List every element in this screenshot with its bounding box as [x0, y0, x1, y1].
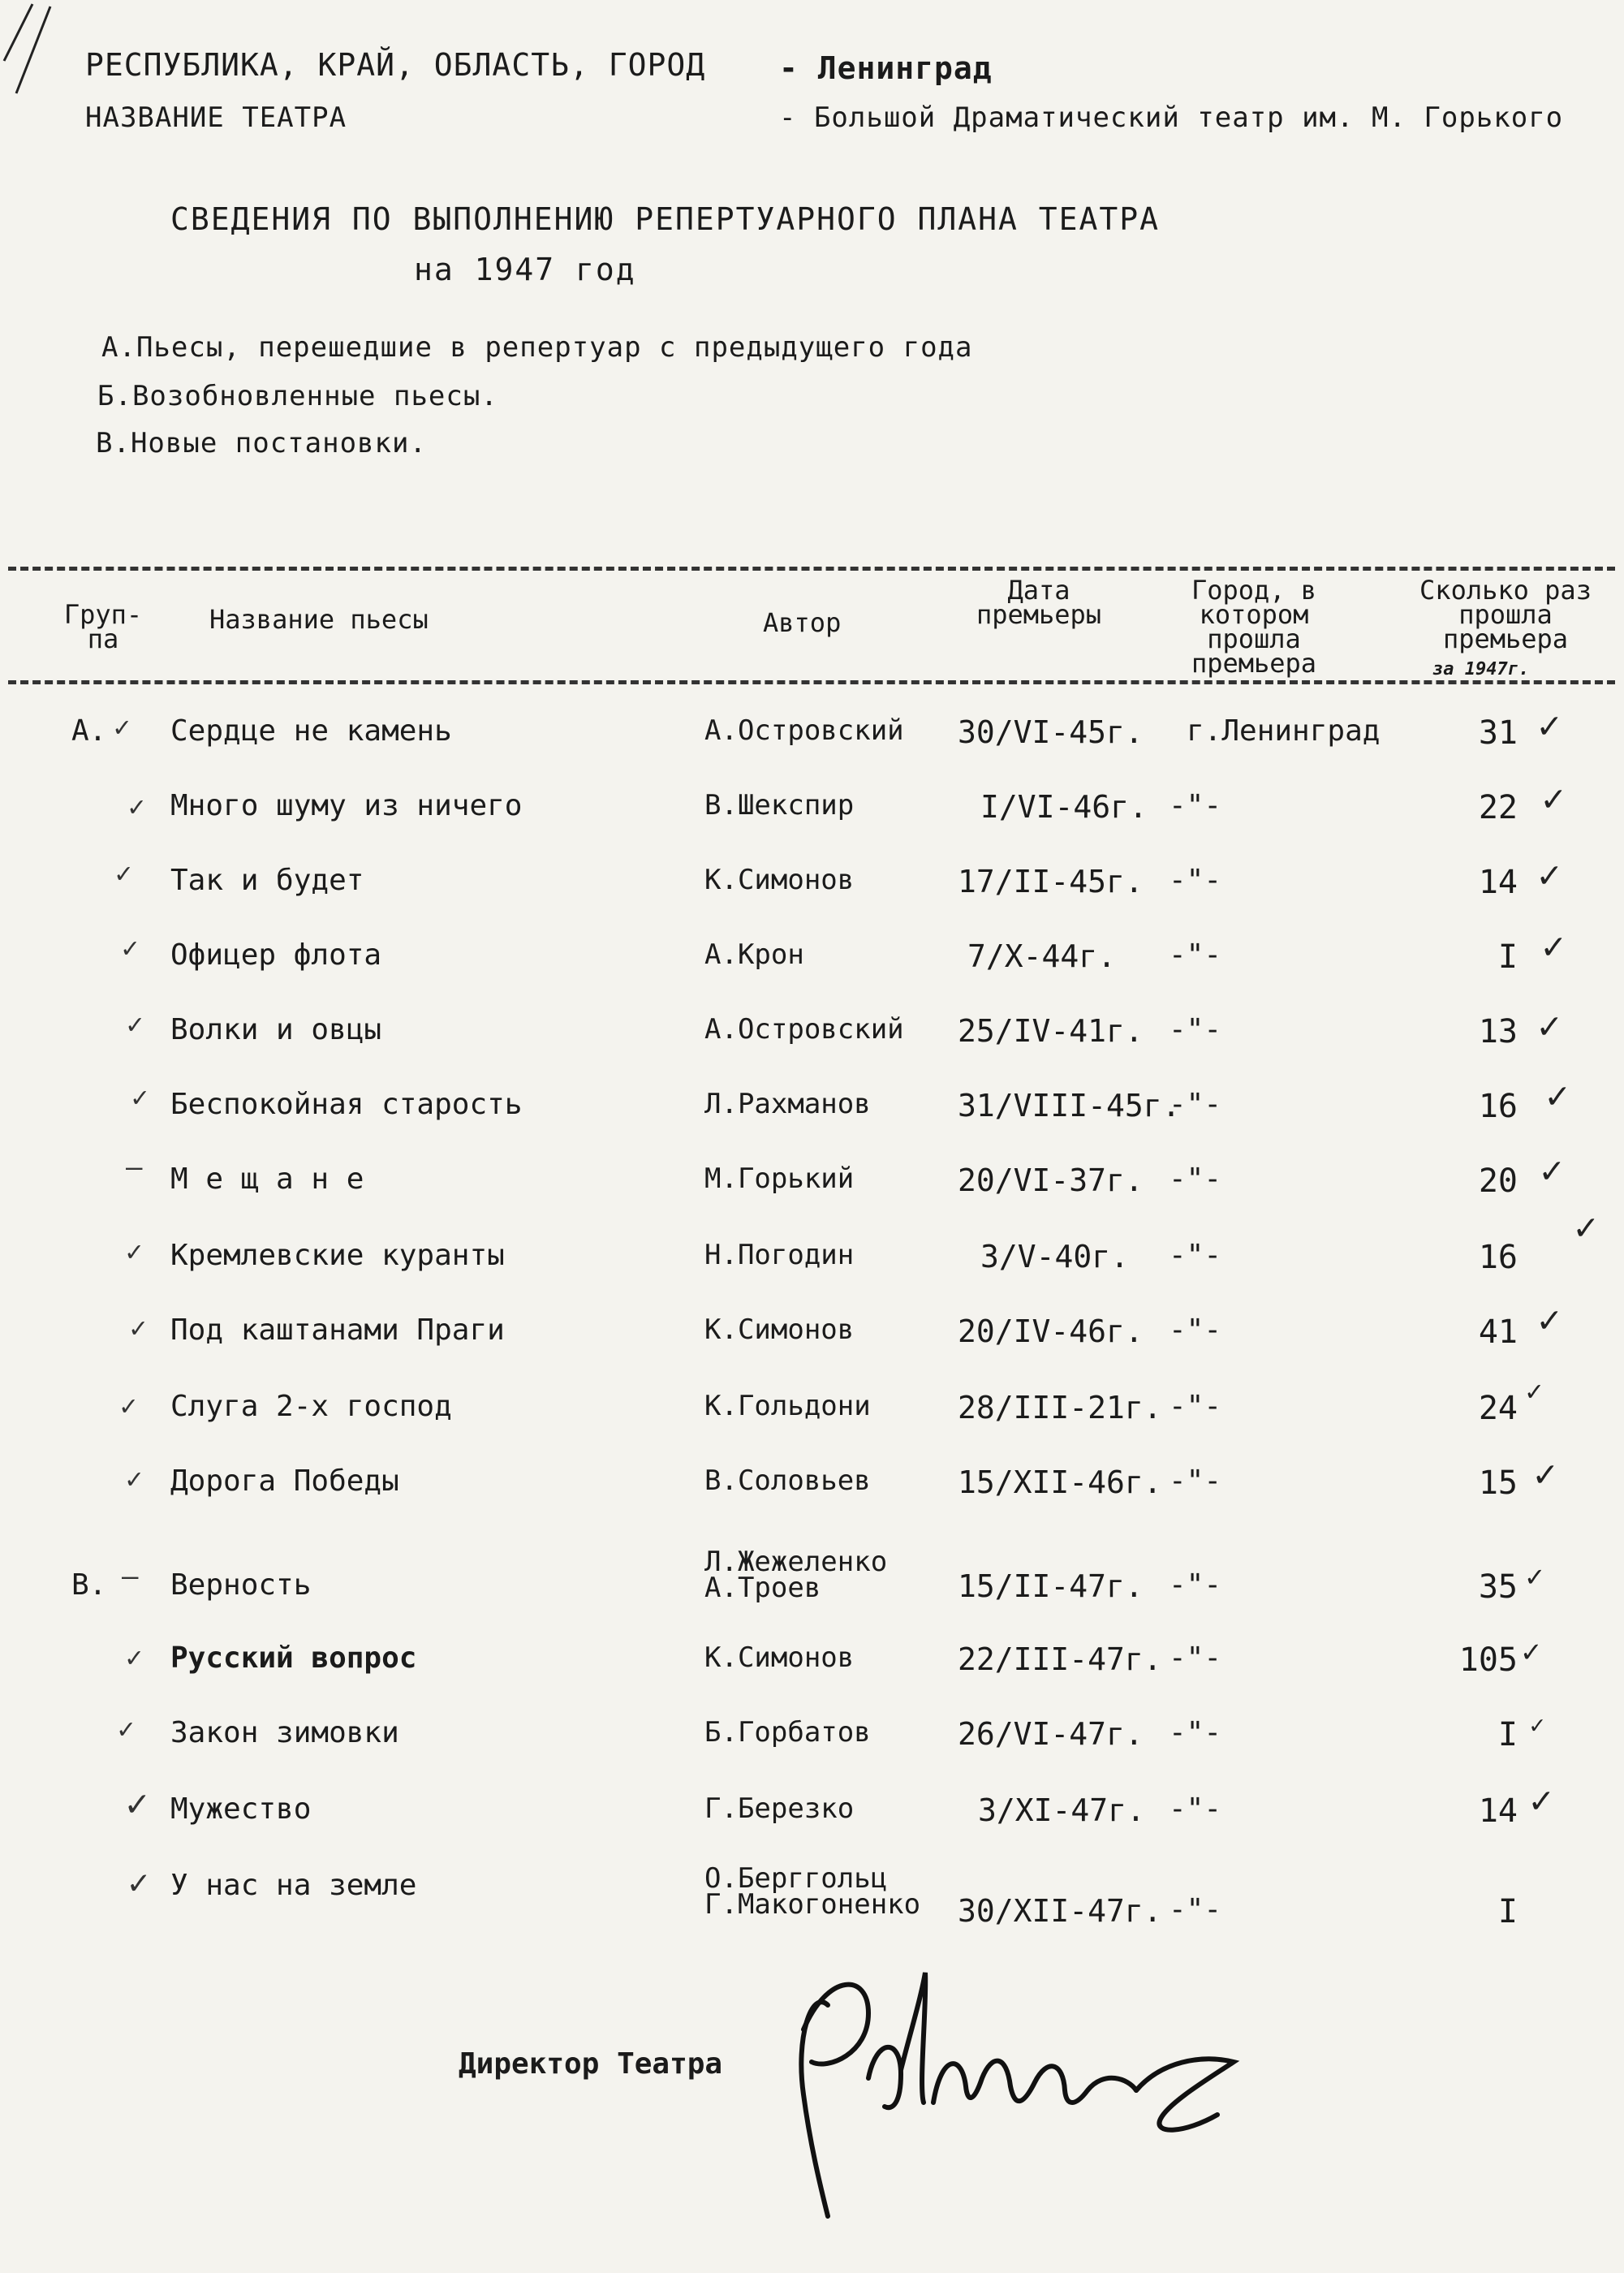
premiere-date: 26/VI-47г. [958, 1716, 1144, 1752]
table-row [0, 1862, 1624, 1942]
check-icon: ✓ [1526, 1560, 1544, 1594]
margin-check-icon: ✓ [126, 1781, 149, 1825]
table-row [0, 1546, 1624, 1641]
performance-count: I [1497, 1716, 1518, 1753]
performance-count: 35 [1478, 1568, 1518, 1606]
check-icon: ✓ [1542, 776, 1565, 820]
director-signature [779, 1940, 1282, 2232]
check-icon: ✓ [1530, 1778, 1553, 1822]
table-row [0, 1451, 1624, 1538]
table-row [0, 1205, 1624, 1312]
premiere-city: -"- [1169, 1239, 1222, 1272]
play-title: Слуга 2-х господ [170, 1390, 452, 1423]
premiere-city: -"- [1169, 1313, 1222, 1347]
play-author: К.Гольдони [704, 1390, 871, 1422]
play-author: В.Шекспир [704, 789, 855, 822]
group-label: А. [71, 714, 107, 748]
margin-check-icon: ✓ [130, 1312, 147, 1344]
play-title: Офицер флота [170, 938, 382, 972]
column-premiere-date: Дата премьеры [976, 575, 1102, 630]
play-author: Л.Рахманов [704, 1088, 871, 1120]
check-icon: ✓ [1546, 1073, 1569, 1117]
margin-check-icon: ✓ [120, 1390, 137, 1422]
performance-count: 24 [1478, 1390, 1518, 1427]
table-row [0, 924, 1624, 1011]
table-row [0, 703, 1624, 787]
margin-dash-mark: — [126, 1151, 143, 1184]
play-author: Г.Березко [704, 1792, 855, 1825]
check-icon: ✓ [1538, 1297, 1561, 1341]
group-label: В. [71, 1568, 107, 1602]
check-icon: ✓ [1574, 1205, 1597, 1249]
margin-check-icon: ✓ [131, 1081, 149, 1114]
play-author: Н.Погодин [704, 1239, 855, 1271]
premiere-date: 20/VI-37г. [958, 1162, 1144, 1198]
check-icon: ✓ [1542, 924, 1565, 968]
document-title: СВЕДЕНИЯ ПО ВЫПОЛНЕНИЮ РЕПЕРТУАРНОГО ПЛАНА ТЕАТРА [170, 201, 1161, 237]
column-author: Автор [763, 607, 842, 638]
performance-count: I [1497, 938, 1518, 976]
table-row [0, 852, 1624, 937]
play-title: Под каштанами Праги [170, 1313, 505, 1347]
margin-check-icon: ✓ [126, 1236, 143, 1268]
premiere-city: -"- [1169, 1390, 1222, 1423]
corner-pen-strokes [0, 0, 73, 106]
performance-count: 20 [1478, 1162, 1518, 1200]
premiere-date: 3/XI-47г. [978, 1792, 1145, 1828]
premiere-city: -"- [1169, 1893, 1222, 1926]
table-row [0, 1778, 1624, 1865]
check-icon: ✓ [1522, 1633, 1540, 1669]
table-row [0, 1003, 1624, 1086]
performance-count: 16 [1478, 1088, 1518, 1125]
play-author: А.Островский [704, 1013, 904, 1046]
play-author: А.Крон [704, 938, 804, 971]
check-icon: ✓ [1538, 1003, 1561, 1047]
premiere-date: 7/X-44г. [967, 938, 1117, 974]
premiere-date: 15/II-47г. [958, 1568, 1144, 1604]
play-title: Сердце не камень [170, 714, 452, 748]
table-row [0, 1148, 1624, 1236]
premiere-date: 15/XII-46г. [958, 1464, 1162, 1500]
premiere-city: -"- [1169, 789, 1222, 822]
play-title: Кремлевские куранты [170, 1239, 505, 1272]
table-header-rule [8, 680, 1615, 684]
play-author: К.Симонов [704, 1641, 855, 1674]
premiere-date: 30/VI-45г. [958, 714, 1144, 750]
check-icon: ✓ [1538, 852, 1561, 896]
check-icon: ✓ [1530, 1711, 1545, 1740]
premiere-date: 30/XII-47г. [958, 1893, 1162, 1929]
performance-count: 31 [1478, 714, 1518, 752]
play-author: В.Соловьев [704, 1464, 871, 1497]
play-title: Мужество [170, 1792, 312, 1826]
performance-count: 14 [1478, 864, 1518, 901]
document-year: на 1947 год [414, 252, 636, 287]
play-title: Волки и овцы [170, 1013, 382, 1046]
check-icon: ✓ [1540, 1148, 1563, 1192]
performance-count: 14 [1478, 1792, 1518, 1830]
performance-count: 105 [1458, 1641, 1518, 1679]
section-a: А.Пьесы, перешедшие в репертуар с предыдущего года [101, 331, 973, 364]
premiere-city: -"- [1169, 864, 1222, 897]
premiere-city: -"- [1169, 1568, 1222, 1602]
play-author: М.Горький [704, 1162, 855, 1195]
margin-check-icon: ✓ [122, 932, 139, 964]
section-c: В.Новые постановки. [96, 427, 427, 459]
column-play: Название пьесы [209, 604, 429, 635]
performance-count: 13 [1478, 1013, 1518, 1050]
play-author: О.Берггольц Г.Макогоненко [704, 1862, 921, 1921]
premiere-city: -"- [1169, 1162, 1222, 1196]
check-icon: ✓ [1526, 1375, 1543, 1408]
play-title: Беспокойная старость [170, 1088, 523, 1121]
premiere-city: -"- [1169, 1716, 1222, 1749]
premiere-date: 17/II-45г. [958, 864, 1144, 899]
margin-check-icon: ✓ [115, 857, 132, 890]
play-author: Б.Горбатов [704, 1716, 871, 1749]
table-row [0, 776, 1624, 862]
performance-count: 16 [1478, 1239, 1518, 1276]
play-title: М е щ а н е [170, 1162, 364, 1196]
check-icon: ✓ [1534, 1451, 1557, 1495]
margin-check-icon: ✓ [128, 1862, 149, 1902]
director-label: Директор Театра [459, 2047, 723, 2081]
table-top-rule [8, 567, 1615, 571]
premiere-city: -"- [1169, 1464, 1222, 1498]
table-row [0, 1073, 1624, 1161]
performance-count: 15 [1478, 1464, 1518, 1502]
performance-count: I [1497, 1893, 1518, 1930]
play-title: Русский вопрос [170, 1641, 417, 1675]
play-author: А.Островский [704, 714, 904, 747]
performance-count: 41 [1478, 1313, 1518, 1351]
margin-check-icon: ✓ [126, 1641, 143, 1674]
premiere-city: -"- [1169, 1792, 1222, 1826]
premiere-date: 25/IV-41г. [958, 1013, 1144, 1049]
premiere-city: -"- [1169, 1013, 1222, 1046]
table-row [0, 1711, 1624, 1789]
premiere-date: I/VI-46г. [980, 789, 1148, 825]
premiere-city: -"- [1169, 938, 1222, 972]
premiere-date: 20/IV-46г. [958, 1313, 1144, 1349]
margin-check-icon: ✓ [118, 1713, 135, 1745]
column-group: Груп- па [63, 599, 143, 654]
performance-count: 22 [1478, 789, 1518, 826]
header-theatre-label: НАЗВАНИЕ ТЕАТРА [85, 101, 347, 134]
margin-check-icon: ✓ [114, 711, 131, 744]
premiere-date: 28/III-21г. [958, 1390, 1162, 1425]
margin-dash-mark: — [122, 1560, 139, 1593]
section-b: Б.Возобновленные пьесы. [97, 380, 498, 412]
check-icon: ✓ [1538, 703, 1561, 747]
play-author: К.Симонов [704, 864, 855, 896]
premiere-city: -"- [1169, 1088, 1222, 1121]
play-title: У нас на земле [170, 1869, 417, 1902]
premiere-city: -"- [1169, 1641, 1222, 1675]
play-author: Л.Жежеленко А.Троев [704, 1546, 888, 1604]
margin-check-icon: ✓ [127, 1008, 144, 1041]
premiere-date: 31/VIII-45г. [958, 1088, 1181, 1124]
column-city: Город, в котором прошла премьера [1191, 575, 1317, 679]
play-title: Дорога Победы [170, 1464, 399, 1498]
header-region-label: РЕСПУБЛИКА, КРАЙ, ОБЛАСТЬ, ГОРОД [85, 47, 706, 83]
premiere-date: 22/III-47г. [958, 1641, 1162, 1677]
margin-check-icon: ✓ [126, 1463, 143, 1495]
column-count-note: за 1947г. [1432, 659, 1530, 679]
header-theatre-name: - Большой Драматический театр им. М. Горького [779, 101, 1564, 134]
play-title: Так и будет [170, 864, 364, 897]
play-title: Закон зимовки [170, 1716, 399, 1749]
play-title: Много шуму из ничего [170, 789, 523, 822]
table-row [0, 1375, 1624, 1463]
play-title: Верность [170, 1568, 312, 1602]
play-author: К.Симонов [704, 1313, 855, 1346]
margin-check-icon: ✓ [128, 791, 145, 823]
premiere-date: 3/V-40г. [980, 1239, 1130, 1275]
header-city: - Ленинград [779, 50, 993, 86]
premiere-city: г.Ленинград [1187, 714, 1381, 748]
table-row [0, 1297, 1624, 1387]
column-count: Сколько раз прошла премьера [1419, 575, 1592, 654]
table-row [0, 1633, 1624, 1714]
